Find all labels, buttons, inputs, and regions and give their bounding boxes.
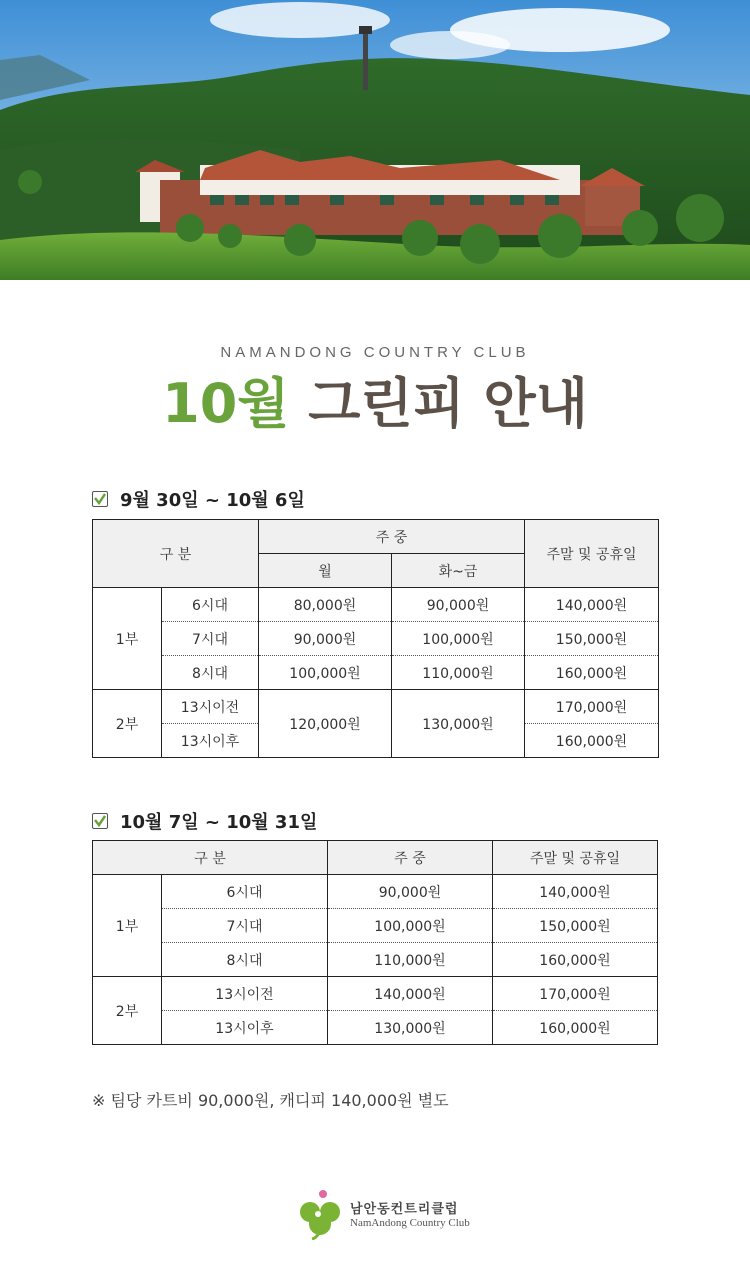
price-weekend: 160,000원: [525, 724, 659, 758]
price-monday: 100,000원: [259, 656, 392, 690]
price-weekend: 160,000원: [493, 1011, 658, 1045]
club-name-subtitle: NAMANDONG COUNTRY CLUB: [220, 344, 530, 361]
logo-korean-name: 남안동컨트리클럽: [350, 1201, 459, 1217]
part-label: 2부: [93, 690, 162, 758]
tee-time: 6시대: [162, 875, 328, 909]
table-row: [93, 909, 658, 943]
header-weekday: 주 중: [328, 841, 493, 875]
price-weekend: 140,000원: [493, 875, 658, 909]
title-month: 10월: [162, 372, 290, 435]
hero-photo: [0, 0, 750, 280]
price-monday: 120,000원: [259, 690, 392, 758]
price-tue-fri: 100,000원: [392, 622, 525, 656]
section1-heading-text: 9월 30일 ~ 10월 6일: [120, 490, 305, 511]
clover-logo-icon: [296, 1186, 344, 1240]
fee-table-period1: [92, 519, 659, 758]
tee-time: 8시대: [162, 943, 328, 977]
section2-heading: [92, 808, 317, 834]
table-row: [93, 977, 658, 1011]
page-title: [0, 372, 750, 436]
club-logo: [296, 1186, 470, 1240]
price-weekend: 160,000원: [525, 656, 659, 690]
tee-time: 7시대: [162, 909, 328, 943]
tee-time: 13시이전: [162, 977, 328, 1011]
header-weekend: 주말 및 공휴일: [525, 520, 659, 588]
title-rest: 그린피 안내: [308, 372, 588, 435]
part-label: 1부: [93, 588, 162, 690]
part-label: 2부: [93, 977, 162, 1045]
tee-time: 7시대: [162, 622, 259, 656]
header-tue-fri: 화~금: [392, 554, 525, 588]
table-row: [93, 588, 659, 622]
price-weekday: 100,000원: [328, 909, 493, 943]
logo-english-name: NamAndong Country Club: [350, 1216, 470, 1229]
check-icon: [92, 491, 108, 507]
price-monday: 90,000원: [259, 622, 392, 656]
price-weekend: 160,000원: [493, 943, 658, 977]
table-row: [93, 943, 658, 977]
table-row: [93, 875, 658, 909]
price-weekday: 130,000원: [328, 1011, 493, 1045]
price-weekend: 150,000원: [525, 622, 659, 656]
tee-time: 13시이후: [162, 1011, 328, 1045]
header-weekend: 주말 및 공휴일: [493, 841, 658, 875]
price-tue-fri: 130,000원: [392, 690, 525, 758]
price-weekday: 140,000원: [328, 977, 493, 1011]
header-category: 구 분: [93, 520, 259, 588]
price-tue-fri: 90,000원: [392, 588, 525, 622]
table-row: [93, 622, 659, 656]
price-weekend: 140,000원: [525, 588, 659, 622]
table-row: [93, 1011, 658, 1045]
extra-fee-note: ※ 팀당 카트비 90,000원, 캐디피 140,000원 별도: [92, 1091, 449, 1110]
tee-time: 13시이전: [162, 690, 259, 724]
table-row: [93, 690, 659, 724]
header-monday: 월: [259, 554, 392, 588]
tee-time: 13시이후: [162, 724, 259, 758]
header-weekday: 주 중: [259, 520, 525, 554]
section2-heading-text: 10월 7일 ~ 10월 31일: [120, 812, 318, 833]
part-label: 1부: [93, 875, 162, 977]
clubhouse-landscape-image: [0, 0, 750, 280]
fee-table-period2: [92, 840, 658, 1045]
price-tue-fri: 110,000원: [392, 656, 525, 690]
price-weekend: 150,000원: [493, 909, 658, 943]
price-monday: 80,000원: [259, 588, 392, 622]
header-category: 구 분: [93, 841, 328, 875]
price-weekday: 90,000원: [328, 875, 493, 909]
check-icon: [92, 813, 108, 829]
section1-heading: [92, 486, 305, 512]
price-weekday: 110,000원: [328, 943, 493, 977]
table-row: [93, 656, 659, 690]
tee-time: 6시대: [162, 588, 259, 622]
tee-time: 8시대: [162, 656, 259, 690]
price-weekend: 170,000원: [525, 690, 659, 724]
price-weekend: 170,000원: [493, 977, 658, 1011]
